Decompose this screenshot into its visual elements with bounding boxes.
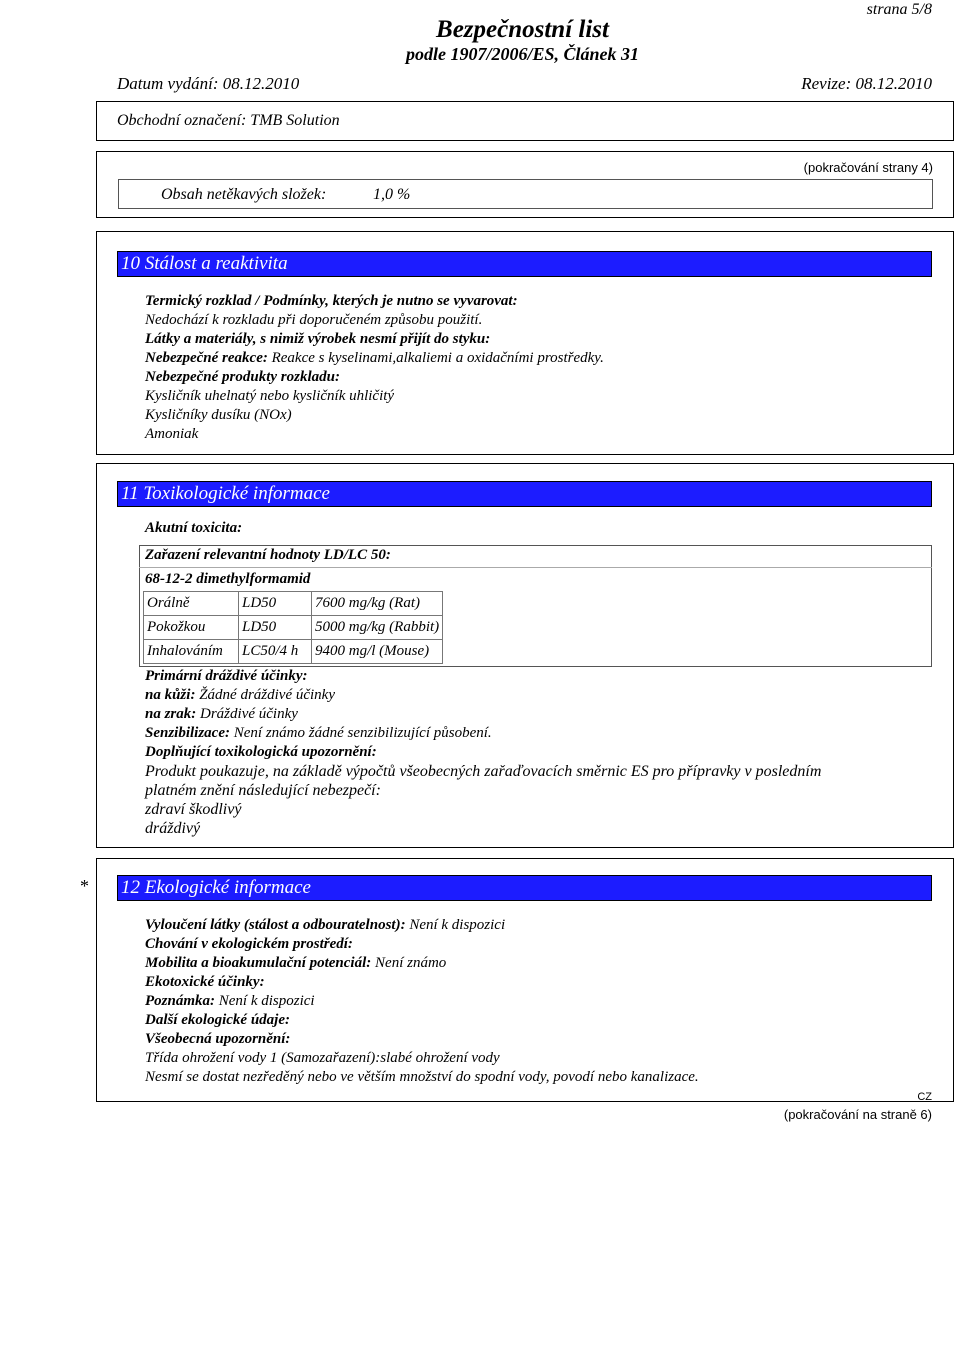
mobility-label: Mobilita a bioakumulační potenciál:: [145, 955, 372, 971]
sensitisation: [145, 724, 492, 743]
substance-name: 68-12-2 dimethylformamid: [145, 571, 311, 587]
mobility-bioaccumulation: [145, 954, 446, 973]
nonvolatile-value: 1,0 %: [373, 186, 411, 203]
sensitisation-text: Není známo žádné senzibilizující působení.: [230, 725, 492, 741]
disposal-warning: Nesmí se dostat nezředěný nebo ve větším množství do spodní vody, povodí nebo kanalizace.: [145, 1069, 699, 1085]
route-cell: Inhalováním: [144, 640, 239, 664]
remark-label: Poznámka:: [145, 993, 216, 1009]
ecotoxic-effects-title: Ekotoxické účinky:: [145, 974, 265, 990]
persistence-degradability: [145, 916, 505, 935]
persistence-label: Vyloučení látky (stálost a odbouratelnost):: [145, 917, 406, 933]
sensitisation-label: Senzibilizace:: [145, 725, 230, 741]
continuation-footer: (pokračování na straně 6): [783, 1107, 932, 1122]
continuation-note: (pokračování strany 4): [803, 160, 933, 175]
language-code: CZ: [917, 1091, 932, 1103]
issue-date: Datum vydání: 08.12.2010: [117, 74, 300, 93]
incompatible-materials-title: Látky a materiály, s nimiž výrobek nesmí přijít do styku:: [145, 331, 491, 347]
persistence-text: Není k dispozici: [405, 917, 506, 933]
remark-text: Není k dispozici: [215, 993, 315, 1009]
toxicity-table: [143, 591, 443, 664]
other-ecological-title: Další ekologické údaje:: [145, 1012, 290, 1028]
decomposition-product-1: Kysličník uhelnatý nebo kysličník uhličitý: [145, 388, 395, 404]
decomposition-products-title: Nebezpečné produkty rozkladu:: [145, 369, 340, 385]
section-11-heading: 11 Toxikologické informace: [121, 483, 330, 504]
table-row: [144, 592, 443, 616]
thermal-decomposition-text: Nedochází k rozkladu při doporučeném způsobu použití.: [145, 312, 483, 328]
change-marker: *: [80, 876, 89, 896]
section-12-heading: 12 Ekologické informace: [121, 877, 311, 898]
decomposition-product-3: Amoniak: [145, 426, 199, 442]
section-10-heading: 10 Stálost a reaktivita: [121, 253, 288, 274]
trade-name: Obchodní označení: TMB Solution: [117, 112, 340, 129]
trade-name-box: [96, 101, 954, 141]
value-cell: 7600 mg/kg (Rat): [312, 592, 443, 616]
water-hazard-class: Třída ohrožení vody 1 (Samozařazení):slabé ohrožení vody: [145, 1050, 500, 1066]
route-cell: Pokožkou: [144, 616, 239, 640]
value-cell: 5000 mg/kg (Rabbit): [312, 616, 443, 640]
table-row: [144, 640, 443, 664]
environment-behaviour-title: Chování v ekologickém prostředí:: [145, 936, 353, 952]
type-cell: LD50: [239, 616, 312, 640]
eye-effect-text: Dráždivé účinky: [196, 706, 298, 722]
skin-effect-label: na kůži:: [145, 687, 196, 703]
additional-toxicology-text-2: platném znění následující nebezpečí:: [145, 782, 381, 799]
primary-irritant-title: Primární dráždivé účinky:: [145, 668, 308, 684]
skin-effect: [145, 686, 335, 705]
mobility-text: Není známo: [371, 955, 447, 971]
continuation-box: [96, 151, 954, 218]
dangerous-reactions: [145, 349, 604, 368]
additional-toxicology-text-1: Produkt poukazuje, na základě výpočtů všeobecných zařaďovacích směrnic ES pro přípravky v posledním: [145, 763, 822, 780]
nonvolatile-row: [118, 179, 933, 209]
document-title: Bezpečnostní list: [436, 16, 609, 43]
page-number: strana 5/8: [866, 1, 932, 18]
decomposition-product-2: Kysličníky dusíku (NOx): [145, 407, 292, 423]
revision-date: Revize: 08.12.2010: [801, 74, 932, 93]
remark: [145, 992, 315, 1011]
thermal-decomposition-title: Termický rozklad / Podmínky, kterých je nutno se vyvarovat:: [145, 293, 518, 309]
general-notes-title: Všeobecná upozornění:: [145, 1031, 291, 1047]
hazard-harmful: zdraví škodlivý: [145, 801, 242, 818]
additional-toxicology-title: Doplňující toxikologická upozornění:: [145, 744, 377, 760]
section-10-heading-bar: [117, 251, 932, 277]
nonvolatile-label: Obsah netěkavých složek:: [161, 186, 327, 203]
skin-effect-text: Žádné dráždivé účinky: [195, 687, 335, 703]
ldlc-divider: [139, 567, 932, 568]
dangerous-reactions-text: Reakce s kyselinami,alkaliemi a oxidačními prostředky.: [267, 350, 604, 366]
type-cell: LC50/4 h: [239, 640, 312, 664]
acute-toxicity-title: Akutní toxicita:: [145, 520, 243, 536]
section-12-heading-bar: [117, 875, 932, 901]
hazard-irritant: dráždivý: [145, 820, 201, 837]
value-cell: 9400 mg/l (Mouse): [312, 640, 443, 664]
type-cell: LD50: [239, 592, 312, 616]
table-row: [144, 616, 443, 640]
eye-effect-label: na zrak:: [145, 706, 197, 722]
eye-effect: [145, 705, 298, 724]
ldlc-title: Zařazení relevantní hodnoty LD/LC 50:: [145, 547, 391, 563]
document-subtitle: podle 1907/2006/ES, Článek 31: [405, 44, 639, 64]
route-cell: Orálně: [144, 592, 239, 616]
dangerous-reactions-label: Nebezpečné reakce:: [145, 350, 268, 366]
section-11-heading-bar: [117, 481, 932, 507]
